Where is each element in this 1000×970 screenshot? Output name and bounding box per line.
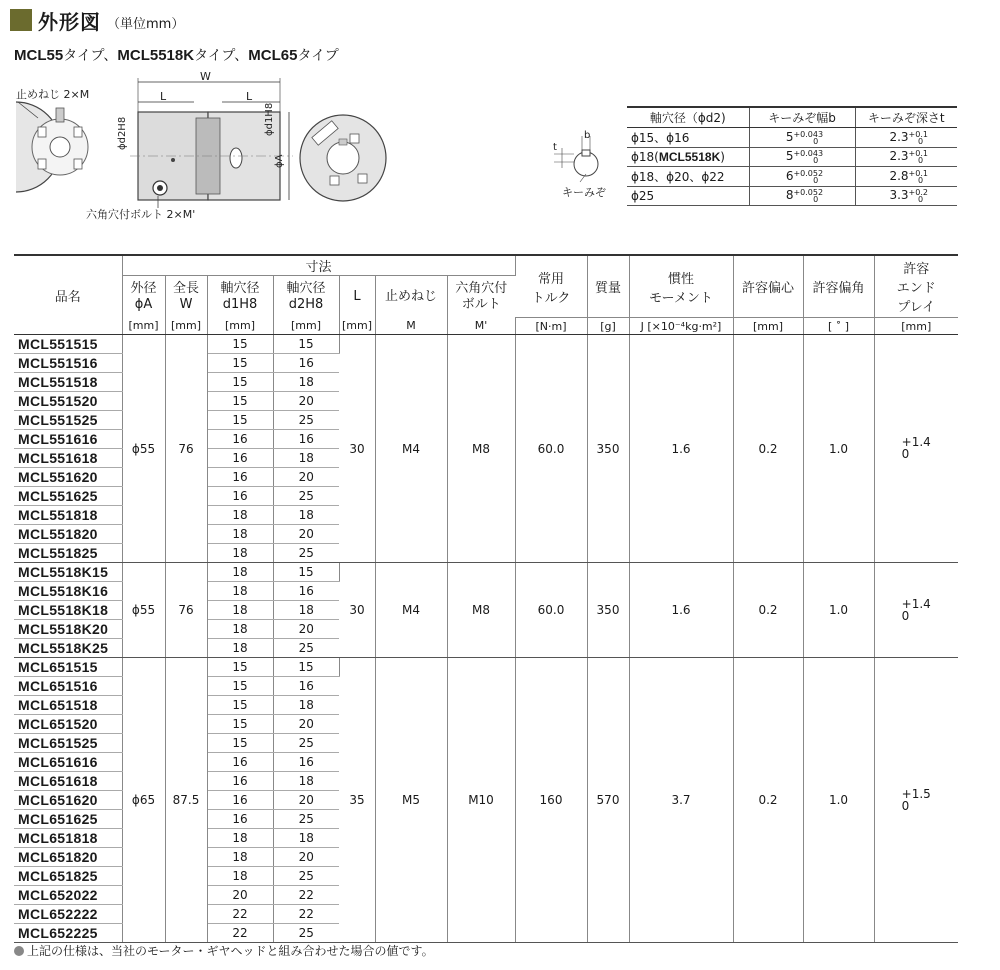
cell-d2: 25	[273, 411, 339, 430]
cell-torque: 60.0	[515, 335, 587, 563]
cell-d2: 16	[273, 582, 339, 601]
unit-mass: [g]	[587, 318, 629, 335]
part-number: MCL551525	[14, 411, 122, 430]
title-marker	[10, 9, 32, 31]
cell-a: ϕ55	[122, 563, 165, 658]
cell-d1: 15	[207, 335, 273, 354]
cell-d1: 18	[207, 506, 273, 525]
cell-d2: 15	[273, 335, 339, 354]
cell-w: 87.5	[165, 658, 207, 943]
cell-ecc: 0.2	[733, 563, 803, 658]
keyway-table	[627, 106, 957, 206]
cell-d2: 20	[273, 525, 339, 544]
col-torque: 常用 トルク	[515, 255, 587, 318]
cell-mass: 350	[587, 563, 629, 658]
left-end-view	[16, 102, 88, 192]
cell-d2: 20	[273, 620, 339, 639]
cell-d2: 25	[273, 639, 339, 658]
kt-diameter: ϕ18、ϕ20、ϕ22	[627, 167, 749, 187]
col-name: 品名	[14, 255, 122, 335]
cell-d2: 16	[273, 753, 339, 772]
type-line	[14, 45, 339, 65]
cell-d1: 16	[207, 487, 273, 506]
part-number: MCL651818	[14, 829, 122, 848]
cell-endplay: +1.4 0	[874, 335, 958, 563]
kt-depth: $3.3^{+0.2}_0$	[855, 187, 957, 206]
cell-ang: 1.0	[803, 658, 874, 943]
unit-ang: [ ˚ ]	[803, 318, 874, 335]
cell-d1: 16	[207, 449, 273, 468]
cell-d1: 15	[207, 373, 273, 392]
cell-endplay: +1.4 0	[874, 563, 958, 658]
part-number: MCL5518K15	[14, 563, 122, 582]
part-number: MCL551616	[14, 430, 122, 449]
type-suffix-1: タイプ、	[63, 48, 118, 64]
cell-d2: 18	[273, 772, 339, 791]
cell-d1: 22	[207, 905, 273, 924]
cell-d1: 15	[207, 658, 273, 677]
cell-l: 30	[339, 335, 375, 563]
cell-d1: 15	[207, 734, 273, 753]
cell-mass: 350	[587, 335, 629, 563]
cell-d2: 25	[273, 487, 339, 506]
kt-header-diameter: 軸穴径（ϕd2)	[627, 107, 749, 128]
unit-ecc: [mm]	[733, 318, 803, 335]
d1-dim-label: ϕd1H8	[264, 102, 275, 136]
kt-width: $8^{+0.052}_0$	[749, 187, 855, 206]
part-number: MCL5518K25	[14, 639, 122, 658]
cell-m: M4	[375, 335, 447, 563]
part-number: MCL5518K16	[14, 582, 122, 601]
cell-d1: 18	[207, 867, 273, 886]
cell-d1: 15	[207, 411, 273, 430]
part-number: MCL651820	[14, 848, 122, 867]
cell-d1: 16	[207, 791, 273, 810]
cell-d2: 15	[273, 563, 339, 582]
cell-d1: 20	[207, 886, 273, 905]
bolt-label: 六角穴付ボルト 2×M'	[86, 208, 196, 221]
cell-inertia: 3.7	[629, 658, 733, 943]
part-number: MCL5518K20	[14, 620, 122, 639]
part-number: MCL551618	[14, 449, 122, 468]
kt-depth: $2.3^{+0.1}_0$	[855, 148, 957, 167]
table-row	[14, 658, 958, 677]
kt-depth: $2.8^{+0.1}_0$	[855, 167, 957, 187]
kt-diameter: ϕ18(MCL5518K)	[627, 148, 749, 167]
kt-width: $5^{+0.043}_0$	[749, 148, 855, 167]
part-number: MCL651525	[14, 734, 122, 753]
col-endplay: 許容 エンド プレイ	[874, 255, 958, 318]
keyway-row	[627, 187, 957, 206]
type-model-1: MCL55	[14, 47, 64, 64]
kt-header-width: キーみぞ幅b	[749, 107, 855, 128]
cell-ang: 1.0	[803, 563, 874, 658]
d2-dim-label: ϕd2H8	[117, 116, 128, 150]
cell-m: M5	[375, 658, 447, 943]
cell-d2: 18	[273, 449, 339, 468]
cell-m: M4	[375, 563, 447, 658]
col-outer-diameter: 外径 ϕA	[122, 276, 165, 318]
col-angle: 許容偏角	[803, 255, 874, 318]
part-number: MCL5518K18	[14, 601, 122, 620]
bullet-icon	[14, 946, 24, 956]
kt-depth: $2.3^{+0.1}_0$	[855, 128, 957, 148]
type-suffix-3: タイプ	[297, 48, 339, 64]
col-bolt: 六角穴付 ボルト	[455, 280, 508, 312]
cell-d1: 18	[207, 848, 273, 867]
keyway-b-label: b	[584, 130, 591, 141]
cell-d2: 25	[273, 544, 339, 563]
kt-diameter: ϕ15、ϕ16	[627, 128, 749, 148]
cell-d1: 18	[207, 601, 273, 620]
table-row	[14, 563, 958, 582]
cell-d2: 16	[273, 430, 339, 449]
a-dim-label: ϕA	[274, 154, 285, 168]
col-inertia: 慣性 モーメント	[629, 255, 733, 318]
part-number: MCL652022	[14, 886, 122, 905]
cell-d1: 16	[207, 430, 273, 449]
keyway-t-label: t	[553, 142, 557, 153]
part-number: MCL652222	[14, 905, 122, 924]
cell-bolt: M10	[447, 658, 515, 943]
part-number: MCL651620	[14, 791, 122, 810]
cell-d2: 18	[273, 506, 339, 525]
cell-d2: 20	[273, 392, 339, 411]
part-number: MCL651516	[14, 677, 122, 696]
cell-d1: 18	[207, 829, 273, 848]
unit-inertia: J [×10⁻⁴kg·m²]	[629, 318, 733, 335]
cell-ecc: 0.2	[733, 658, 803, 943]
cell-bolt: M8	[447, 335, 515, 563]
cell-d2: 15	[273, 658, 339, 677]
cell-d2: 20	[273, 791, 339, 810]
part-number: MCL651618	[14, 772, 122, 791]
part-number: MCL551516	[14, 354, 122, 373]
keyway-label: キーみぞ	[562, 186, 606, 199]
outline-drawing	[8, 72, 423, 232]
cell-d2: 25	[273, 734, 339, 753]
part-number: MCL651518	[14, 696, 122, 715]
cell-d1: 16	[207, 468, 273, 487]
part-number: MCL551515	[14, 335, 122, 354]
part-number: MCL551825	[14, 544, 122, 563]
cell-d2: 16	[273, 354, 339, 373]
cell-d1: 15	[207, 715, 273, 734]
section-title	[10, 8, 184, 32]
col-bore-d1: 軸穴径 d1H8	[207, 276, 273, 318]
col-bore-d2: 軸穴径 d2H8	[273, 276, 339, 318]
cell-w: 76	[165, 335, 207, 563]
type-suffix-2: タイプ、	[194, 48, 249, 64]
part-number: MCL651625	[14, 810, 122, 829]
part-number: MCL551818	[14, 506, 122, 525]
cell-d1: 16	[207, 753, 273, 772]
cell-d1: 18	[207, 639, 273, 658]
unit-label: （単位mm）	[107, 16, 185, 32]
cell-d2: 25	[273, 867, 339, 886]
part-number: MCL651515	[14, 658, 122, 677]
cell-l: 35	[339, 658, 375, 943]
unit-a: [mm]	[122, 318, 165, 335]
cell-mass: 570	[587, 658, 629, 943]
cell-d1: 22	[207, 924, 273, 943]
cell-d2: 18	[273, 601, 339, 620]
unit-end: [mm]	[874, 318, 958, 335]
keyway-row	[627, 128, 957, 148]
part-number: MCL551620	[14, 468, 122, 487]
col-length: 全長 W	[165, 276, 207, 318]
part-number: MCL651520	[14, 715, 122, 734]
cell-torque: 60.0	[515, 563, 587, 658]
cell-d1: 15	[207, 392, 273, 411]
cell-inertia: 1.6	[629, 335, 733, 563]
part-number: MCL551518	[14, 373, 122, 392]
part-number: MCL651825	[14, 867, 122, 886]
cell-ecc: 0.2	[733, 335, 803, 563]
cell-d2: 25	[273, 810, 339, 829]
cell-d1: 18	[207, 563, 273, 582]
col-l: L	[339, 276, 375, 318]
right-end-view	[300, 115, 386, 201]
cell-d1: 15	[207, 696, 273, 715]
col-setscrew: 止めねじ	[375, 276, 447, 318]
part-number: MCL652225	[14, 924, 122, 943]
col-group-dimensions: 寸法	[122, 255, 515, 276]
cell-d2: 22	[273, 905, 339, 924]
cell-d2: 20	[273, 715, 339, 734]
l-dim-label-right: L	[246, 90, 253, 103]
spec-table	[14, 254, 958, 943]
cell-d2: 25	[273, 924, 339, 943]
l-dim-label-left: L	[160, 90, 167, 103]
setscrew-label: 止めねじ 2×M	[16, 88, 90, 101]
cell-d2: 16	[273, 677, 339, 696]
cell-d2: 20	[273, 468, 339, 487]
cell-d1: 16	[207, 810, 273, 829]
type-model-2: MCL5518K	[117, 47, 195, 64]
cell-d2: 18	[273, 373, 339, 392]
col-eccentricity: 許容偏心	[733, 255, 803, 318]
unit-bolt: M'	[447, 318, 515, 335]
part-number: MCL551820	[14, 525, 122, 544]
cell-d1: 18	[207, 582, 273, 601]
unit-w: [mm]	[165, 318, 207, 335]
keyway-sketch	[552, 130, 622, 200]
cell-d2: 18	[273, 829, 339, 848]
cell-a: ϕ65	[122, 658, 165, 943]
cell-d1: 18	[207, 620, 273, 639]
footnote-text: 上記の仕様は、当社のモーター・ギヤヘッドと組み合わせた場合の値です。	[27, 944, 434, 958]
page-title: 外形図	[38, 9, 101, 34]
w-dim-label: W	[200, 72, 211, 83]
cell-a: ϕ55	[122, 335, 165, 563]
cell-d1: 16	[207, 772, 273, 791]
cell-d1: 15	[207, 354, 273, 373]
part-number: MCL551625	[14, 487, 122, 506]
kt-width: $6^{+0.052}_0$	[749, 167, 855, 187]
cell-d1: 18	[207, 525, 273, 544]
cell-d2: 20	[273, 848, 339, 867]
unit-d2: [mm]	[273, 318, 339, 335]
cell-bolt: M8	[447, 563, 515, 658]
kt-width: $5^{+0.043}_0$	[749, 128, 855, 148]
kt-header-depth: キーみぞ深さt	[855, 107, 957, 128]
part-number: MCL551520	[14, 392, 122, 411]
cell-d1: 18	[207, 544, 273, 563]
table-row	[14, 335, 958, 354]
unit-m: M	[375, 318, 447, 335]
cell-endplay: +1.5 0	[874, 658, 958, 943]
unit-torque: [N·m]	[515, 318, 587, 335]
kt-diameter: ϕ25	[627, 187, 749, 206]
footnote	[14, 942, 434, 959]
cell-d2: 22	[273, 886, 339, 905]
cell-inertia: 1.6	[629, 563, 733, 658]
cell-w: 76	[165, 563, 207, 658]
keyway-row	[627, 148, 957, 167]
part-number: MCL651616	[14, 753, 122, 772]
col-mass: 質量	[587, 255, 629, 318]
unit-d1: [mm]	[207, 318, 273, 335]
cell-torque: 160	[515, 658, 587, 943]
cell-l: 30	[339, 563, 375, 658]
unit-l: [mm]	[339, 318, 375, 335]
keyway-row	[627, 167, 957, 187]
type-model-3: MCL65	[248, 47, 298, 64]
cell-ang: 1.0	[803, 335, 874, 563]
cell-d1: 15	[207, 677, 273, 696]
cell-d2: 18	[273, 696, 339, 715]
